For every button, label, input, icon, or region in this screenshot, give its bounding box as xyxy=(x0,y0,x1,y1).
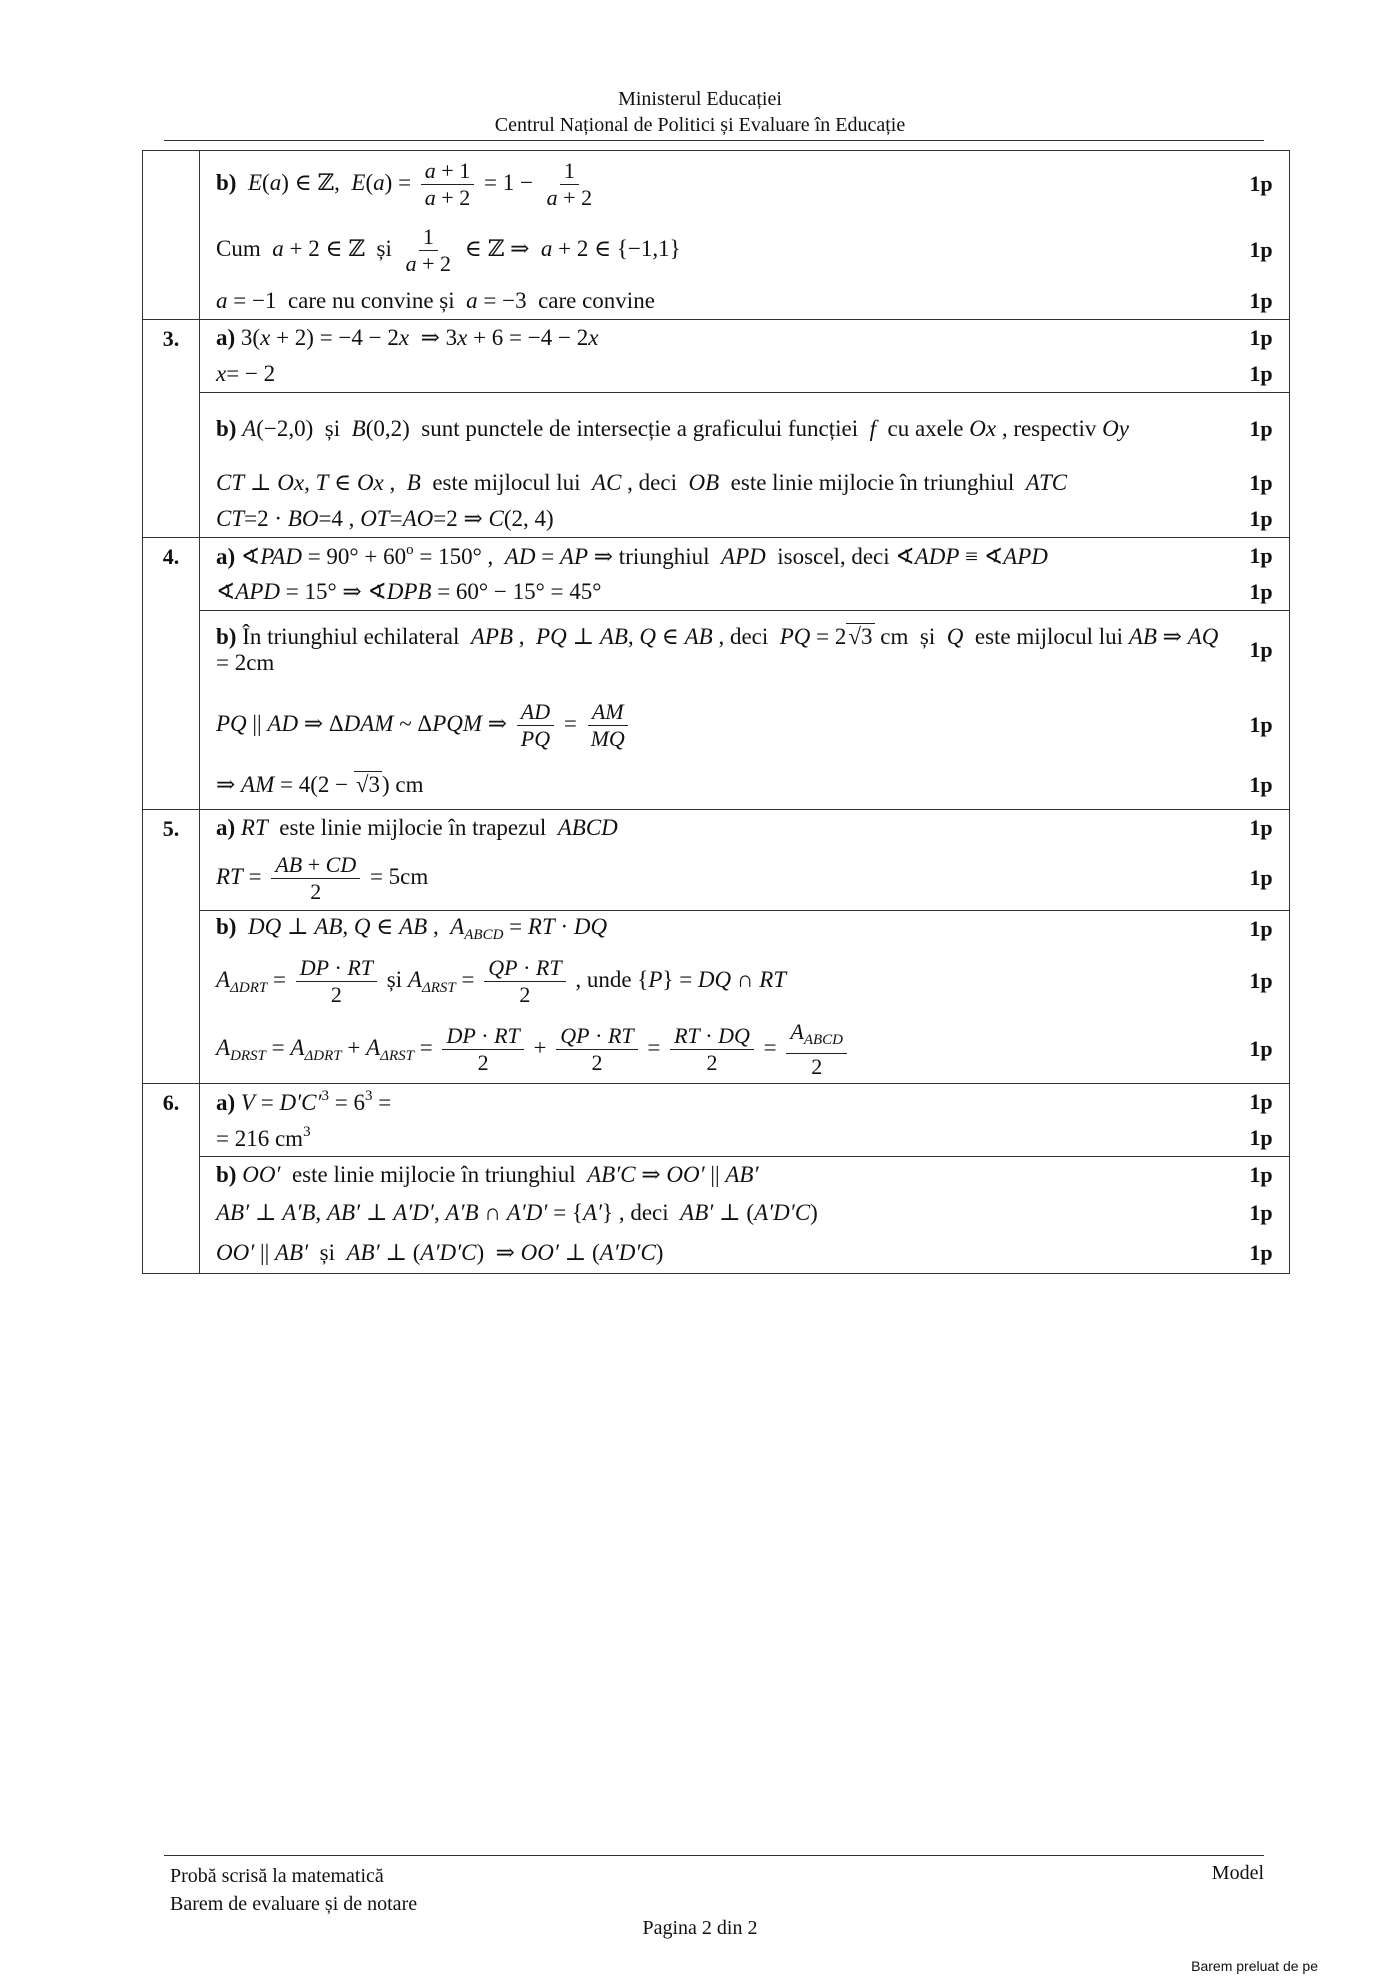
answer-line: x= − 2 1p xyxy=(200,356,1289,393)
points: 1p xyxy=(1249,579,1273,604)
item-number: 6. xyxy=(143,1084,200,1274)
answer-line: b) E(a) ∈ ℤ, E(a) = $\frac{a + 1}{a + 2}$ = 1 − $\frac{1}{a + 2}$ 1p xyxy=(200,151,1289,217)
points: 1p xyxy=(1249,916,1273,941)
ministry-name: Ministerul Educației xyxy=(618,88,782,110)
item-content xyxy=(200,151,1290,320)
answer-line: a = −1 care nu convine și a = −3 care convine 1p xyxy=(200,283,1289,319)
points: 1p xyxy=(1249,325,1273,350)
points: 1p xyxy=(1249,815,1273,840)
points: 1p xyxy=(1249,1036,1273,1061)
points: 1p xyxy=(1249,1200,1273,1225)
item-content xyxy=(200,538,1290,810)
answer-line: a) $V = D'C'^3 = 6^3$ = 1p xyxy=(200,1084,1289,1120)
answer-line: b) În triunghiul echilateral APB , PQ ⊥ AB, Q ∈ AB , deci PQ = 2√3 cm și Q este mijlocul lui AB ⇒ AQ = 2cm 1p xyxy=(200,611,1289,689)
exam-name: Probă scrisă la matematică xyxy=(170,1865,384,1887)
points: 1p xyxy=(1249,1125,1273,1150)
item-number xyxy=(143,151,200,320)
item-4 xyxy=(143,538,1290,810)
answer-line: b) DQ ⊥ AB, Q ∈ AB , $A_{ABCD}$ = RT · DQ 1p xyxy=(200,911,1289,947)
points: 1p xyxy=(1249,712,1273,737)
page-number: Pagina 2 din 2 xyxy=(642,1917,758,1939)
model-label: Model xyxy=(1211,1862,1264,1884)
item-content xyxy=(200,1084,1290,1274)
points: 1p xyxy=(1249,1162,1273,1187)
header-divider xyxy=(164,140,1264,141)
answer-line: AB′ ⊥ A′B, AB′ ⊥ A′D′, A′B ∩ A′D′ = {A′} , deci AB′ ⊥ (A′D′C) 1p xyxy=(200,1193,1289,1233)
answer-line: = 216 $cm^3$ 1p xyxy=(200,1120,1289,1157)
answer-line: RT = $\frac{AB + CD}{2}$ = 5cm 1p xyxy=(200,846,1289,911)
answer-line: b) OO′ este linie mijlocie în triunghiul AB′C ⇒ OO′ || AB′ 1p xyxy=(200,1157,1289,1193)
item-5 xyxy=(143,810,1290,1084)
answer-line: b) A(−2,0) și B(0,2) sunt punctele de intersecție a graficului funcției f cu axele Ox , respectiv Oy 1p xyxy=(200,393,1289,465)
answer-line: ∢APD = 15° ⇒ ∢DPB = 60° − 15° = 45° 1p xyxy=(200,574,1289,611)
points: 1p xyxy=(1249,171,1273,196)
points: 1p xyxy=(1249,361,1273,386)
center-name: Centrul Național de Politici și Evaluare în Educație xyxy=(494,114,906,136)
answer-line: a) 3(x + 2) = −4 − 2x ⇒ 3x + 6 = −4 − 2x 1p xyxy=(200,320,1289,356)
points: 1p xyxy=(1249,772,1273,797)
item-number: 4. xyxy=(143,538,200,810)
answer-line: $A_{\Delta DRT}$ = $\frac{DP \cdot RT}{2}$ și $A_{\Delta RST}$ = $\frac{QP \cdot RT}{2}$ , unde {P} = DQ ∩ RT 1p xyxy=(200,947,1289,1015)
answer-line: a) RT este linie mijlocie în trapezul ABCD 1p xyxy=(200,810,1289,846)
doc-type: Barem de evaluare și de notare xyxy=(170,1893,418,1915)
points: 1p xyxy=(1249,637,1273,662)
points: 1p xyxy=(1249,506,1273,531)
points: 1p xyxy=(1249,288,1273,313)
footer-divider xyxy=(164,1855,1264,1856)
answer-line: OO′ || AB′ și AB′ ⊥ (A′D′C) ⇒ OO′ ⊥ (A′D′C) 1p xyxy=(200,1233,1289,1273)
points: 1p xyxy=(1249,543,1273,568)
points: 1p xyxy=(1249,865,1273,890)
grading-table xyxy=(142,150,1290,1274)
source-note: Barem preluat de pe xyxy=(1191,1958,1318,1974)
answer-line: CT=2 · BO=4 , OT=AO=2 ⇒ C(2, 4) 1p xyxy=(200,501,1289,537)
answer-line: ⇒ AM = 4(2 − √3) cm 1p xyxy=(200,761,1289,809)
item-2-continued xyxy=(143,151,1290,320)
points: 1p xyxy=(1249,416,1273,441)
answer-line: PQ || AD ⇒ ΔDAM ~ ΔPQM ⇒ $\frac{AD}{PQ}$ = $\frac{AM}{MQ}$ 1p xyxy=(200,689,1289,761)
item-6 xyxy=(143,1084,1290,1274)
points: 1p xyxy=(1249,1089,1273,1114)
page-header xyxy=(0,86,1400,138)
item-content xyxy=(200,810,1290,1084)
points: 1p xyxy=(1249,237,1273,262)
item-content xyxy=(200,320,1290,538)
points: 1p xyxy=(1249,1240,1273,1265)
answer-line: Cum a + 2 ∈ ℤ și $\frac{1}{a + 2}$ ∈ ℤ ⇒ a + 2 ∈ {−1,1} 1p xyxy=(200,217,1289,283)
item-number: 3. xyxy=(143,320,200,538)
footer-left xyxy=(170,1862,417,1918)
answer-line: $A_{DRST} = A_{\Delta DRT} + A_{\Delta RST}$ = $\frac{DP \cdot RT}{2}$ + $\frac{QP \cdot RT}{2}$ = $\frac{RT \cdot DQ}{2}$ = $\frac{A_{ABCD}}{2}$ 1p xyxy=(200,1015,1289,1083)
points: 1p xyxy=(1249,470,1273,495)
answer-line: a) ∢PAD = $90^\circ + 60^o = 150^\circ$ , AD = AP ⇒ triunghiul APD isoscel, deci ∢ADP ≡ ∢APD 1p xyxy=(200,538,1289,574)
item-number: 5. xyxy=(143,810,200,1084)
item-3 xyxy=(143,320,1290,538)
points: 1p xyxy=(1249,968,1273,993)
answer-line: CT ⊥ Ox, T ∈ Ox , B este mijlocul lui AC , deci OB este linie mijlocie în triunghiul ATC 1p xyxy=(200,465,1289,501)
